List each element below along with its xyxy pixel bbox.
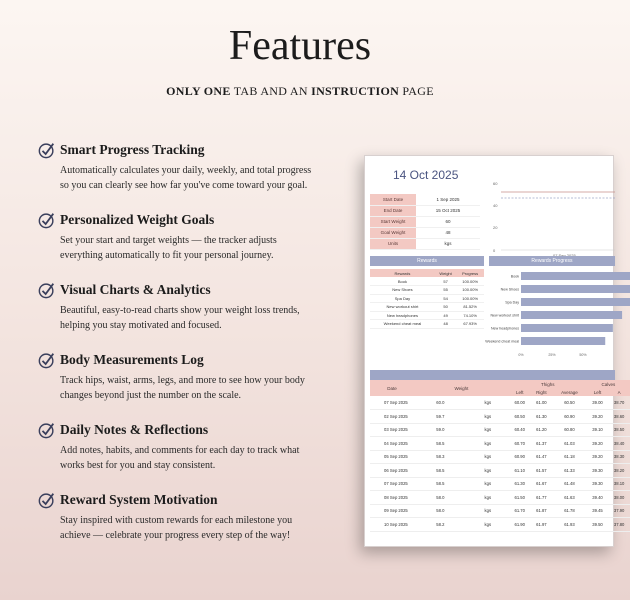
calf-left[interactable]: 39.40 xyxy=(587,491,609,505)
thigh-left[interactable]: 60.90 xyxy=(509,450,531,464)
bar-label: Spa Day xyxy=(505,300,519,305)
column-header: A xyxy=(608,388,630,396)
log-unit[interactable]: kgs xyxy=(467,504,509,518)
goal-info-table xyxy=(370,194,480,250)
log-date[interactable]: 08 Sep 2025 xyxy=(370,491,414,505)
progress-bar xyxy=(521,337,605,345)
bar-label: Book xyxy=(510,274,519,279)
column-header: Calves xyxy=(587,380,630,388)
thigh-left[interactable]: 60.50 xyxy=(509,410,531,424)
table-row xyxy=(370,518,630,532)
feature-title: Daily Notes & Reflections xyxy=(60,422,209,437)
y-tick-label: 40 xyxy=(493,203,498,208)
table-row xyxy=(370,294,484,303)
page-subtitle xyxy=(0,84,600,99)
y-tick-label: 60 xyxy=(493,181,498,186)
column-header: Left xyxy=(587,388,609,396)
feature-title: Personalized Weight Goals xyxy=(60,212,215,227)
calf-right[interactable]: 37.90 xyxy=(608,504,630,518)
info-key: Start Weight xyxy=(370,216,416,227)
subtitle-text-page: PAGE xyxy=(399,84,434,98)
x-tick-label: 50% xyxy=(579,353,587,357)
thigh-average[interactable]: 61.18 xyxy=(552,450,586,464)
bar-label: New Shoes xyxy=(500,287,519,292)
check-circle-icon xyxy=(38,281,56,299)
info-key: Units xyxy=(370,238,416,249)
table-row xyxy=(370,303,484,312)
bar-label: New workout shirt xyxy=(490,313,519,318)
log-weight[interactable]: 59.7 xyxy=(414,410,467,424)
log-weight[interactable]: 58.2 xyxy=(414,518,467,532)
reward-name[interactable]: New headphones xyxy=(370,311,435,320)
thigh-average[interactable]: 60.50 xyxy=(552,396,586,410)
calf-left[interactable]: 39.20 xyxy=(587,410,609,424)
column-header: Date xyxy=(370,380,414,396)
calf-right[interactable]: 38.30 xyxy=(608,450,630,464)
log-unit[interactable]: kgs xyxy=(467,477,509,491)
info-key: Start Date xyxy=(370,194,416,205)
log-date[interactable]: 02 Sep 2025 xyxy=(370,410,414,424)
thigh-left[interactable]: 61.70 xyxy=(509,504,531,518)
subtitle-emphasis-instruction: INSTRUCTION xyxy=(311,84,400,98)
check-circle-icon xyxy=(38,211,56,229)
info-value[interactable]: 1 Sep 2025 xyxy=(416,194,480,205)
calf-left[interactable]: 39.30 xyxy=(587,477,609,491)
measurements-log-table xyxy=(370,380,630,532)
table-row xyxy=(370,320,484,329)
thigh-right[interactable]: 61.77 xyxy=(531,491,553,505)
log-unit[interactable]: kgs xyxy=(467,437,509,451)
calf-right[interactable]: 38.40 xyxy=(608,437,630,451)
progress-bar xyxy=(521,285,630,293)
table-row xyxy=(370,277,484,286)
log-unit[interactable]: kgs xyxy=(467,423,509,437)
feature-list xyxy=(38,140,338,560)
reward-weight[interactable]: 57 xyxy=(435,277,456,286)
reward-weight[interactable]: 54 xyxy=(435,294,456,303)
column-header: Weight xyxy=(435,269,456,277)
feature-description: Automatically calculates your daily, weekly, and total progress so you can clearly see how far you've come toward your goal. xyxy=(60,165,312,191)
feature-item xyxy=(38,210,338,280)
rewards-table xyxy=(370,269,484,329)
thigh-left[interactable]: 61.90 xyxy=(509,518,531,532)
measurements-band xyxy=(370,370,615,380)
progress-bar xyxy=(521,311,622,319)
thigh-average[interactable]: 60.80 xyxy=(552,423,586,437)
thigh-right[interactable]: 61.00 xyxy=(531,396,553,410)
feature-title: Smart Progress Tracking xyxy=(60,142,205,157)
info-value[interactable]: 48 xyxy=(416,227,480,238)
thigh-average[interactable]: 61.63 xyxy=(552,491,586,505)
bar-label: Weekend cheat meal xyxy=(485,339,519,344)
thigh-left[interactable]: 61.50 xyxy=(509,491,531,505)
calf-left[interactable]: 39.30 xyxy=(587,464,609,478)
feature-description: Track hips, waist, arms, legs, and more to see how your body changes beyond just the number on the scale. xyxy=(60,375,305,401)
feature-title: Visual Charts & Analytics xyxy=(60,282,211,297)
calf-left[interactable]: 39.50 xyxy=(587,518,609,532)
check-circle-icon xyxy=(38,351,56,369)
log-weight[interactable]: 58.5 xyxy=(414,464,467,478)
log-unit[interactable]: kgs xyxy=(467,410,509,424)
log-unit[interactable]: kgs xyxy=(467,464,509,478)
rewards-progress-header: Rewards Progress xyxy=(489,256,615,266)
calf-right[interactable]: 37.80 xyxy=(608,518,630,532)
feature-title: Reward System Motivation xyxy=(60,492,218,507)
reward-name[interactable]: Book xyxy=(370,277,435,286)
x-tick-label: 25% xyxy=(548,353,556,357)
thigh-average[interactable]: 60.90 xyxy=(552,410,586,424)
spreadsheet-preview xyxy=(364,155,625,547)
reward-weight[interactable]: 50 xyxy=(435,303,456,312)
log-weight[interactable]: 58.5 xyxy=(414,437,467,451)
column-header: Rewards xyxy=(370,269,435,277)
log-weight[interactable]: 58.0 xyxy=(414,504,467,518)
log-date[interactable]: 05 Sep 2025 xyxy=(370,450,414,464)
thigh-average[interactable]: 61.48 xyxy=(552,477,586,491)
reward-name[interactable]: Spa Day xyxy=(370,294,435,303)
calf-left[interactable]: 39.00 xyxy=(587,396,609,410)
table-row xyxy=(370,477,630,491)
thigh-average[interactable]: 61.78 xyxy=(552,504,586,518)
table-row xyxy=(370,491,630,505)
thigh-average[interactable]: 61.33 xyxy=(552,464,586,478)
thigh-left[interactable]: 60.40 xyxy=(509,423,531,437)
progress-bar xyxy=(521,298,630,306)
thigh-left[interactable]: 61.10 xyxy=(509,464,531,478)
thigh-right[interactable]: 61.20 xyxy=(531,423,553,437)
column-header: Progress xyxy=(456,269,484,277)
reward-name[interactable]: New workout shirt xyxy=(370,303,435,312)
log-weight[interactable]: 58.3 xyxy=(414,450,467,464)
x-tick-label: 0% xyxy=(518,353,524,357)
reward-weight[interactable]: 48 xyxy=(435,320,456,329)
thigh-right[interactable]: 61.47 xyxy=(531,450,553,464)
calf-left[interactable]: 39.10 xyxy=(587,423,609,437)
current-date: 14 Oct 2025 xyxy=(393,168,459,182)
bar-label: New headphones xyxy=(491,326,519,331)
progress-bar xyxy=(521,324,613,332)
thigh-left[interactable]: 61.30 xyxy=(509,477,531,491)
table-row xyxy=(370,396,630,410)
subtitle-emphasis-one: ONLY ONE xyxy=(166,84,231,98)
table-row xyxy=(370,464,630,478)
column-header: Right xyxy=(531,388,553,396)
feature-description: Stay inspired with custom rewards for each milestone you achieve — celebrate your progress every step of the way! xyxy=(60,515,293,541)
table-row xyxy=(370,504,630,518)
column-header: Weight xyxy=(414,380,509,396)
check-circle-icon xyxy=(38,141,56,159)
reward-name[interactable]: Weekend cheat meal xyxy=(370,320,435,329)
log-date[interactable]: 04 Sep 2025 xyxy=(370,437,414,451)
feature-item xyxy=(38,490,338,560)
thigh-average[interactable]: 61.93 xyxy=(552,518,586,532)
info-value[interactable]: 60 xyxy=(416,216,480,227)
log-date[interactable]: 06 Sep 2025 xyxy=(370,464,414,478)
feature-item xyxy=(38,280,338,350)
log-date[interactable]: 03 Sep 2025 xyxy=(370,423,414,437)
feature-description: Set your start and target weights — the tracker adjusts everything automatically to fit your personal journey. xyxy=(60,235,277,261)
log-date[interactable]: 07 Sep 2025 xyxy=(370,396,414,410)
log-weight[interactable]: 58.5 xyxy=(414,477,467,491)
progress-bar xyxy=(521,272,630,280)
table-row xyxy=(370,311,484,320)
reward-progress: 81.52% xyxy=(456,303,484,312)
reward-name[interactable]: New Shoes xyxy=(370,286,435,295)
log-date[interactable]: 09 Sep 2025 xyxy=(370,504,414,518)
thigh-left[interactable]: 60.70 xyxy=(509,437,531,451)
info-key: Goal Weight xyxy=(370,227,416,238)
calf-right[interactable]: 38.50 xyxy=(608,423,630,437)
check-circle-icon xyxy=(38,491,56,509)
calf-left[interactable]: 39.20 xyxy=(587,450,609,464)
feature-item xyxy=(38,350,338,420)
rewards-progress-chart xyxy=(485,268,615,364)
log-unit[interactable]: kgs xyxy=(467,396,509,410)
reward-progress: 100.00% xyxy=(456,286,484,295)
thigh-average[interactable]: 61.03 xyxy=(552,437,586,451)
calf-right[interactable]: 38.60 xyxy=(608,410,630,424)
calf-right[interactable]: 38.00 xyxy=(608,491,630,505)
y-tick-label: 0 xyxy=(493,248,496,253)
thigh-right[interactable]: 61.57 xyxy=(531,464,553,478)
thigh-right[interactable]: 61.37 xyxy=(531,437,553,451)
thigh-right[interactable]: 61.30 xyxy=(531,410,553,424)
rewards-header: Rewards xyxy=(370,256,484,266)
feature-item xyxy=(38,140,338,210)
log-unit[interactable]: kgs xyxy=(467,450,509,464)
log-weight[interactable]: 58.0 xyxy=(414,491,467,505)
reward-progress: 100.00% xyxy=(456,277,484,286)
info-key: End Date xyxy=(370,205,416,216)
log-date[interactable]: 10 Sep 2025 xyxy=(370,518,414,532)
thigh-right[interactable]: 61.67 xyxy=(531,477,553,491)
reward-progress: 74.10% xyxy=(456,311,484,320)
table-row xyxy=(370,423,630,437)
reward-weight[interactable]: 55 xyxy=(435,286,456,295)
reward-progress: 67.93% xyxy=(456,320,484,329)
table-row xyxy=(370,450,630,464)
reward-weight[interactable]: 49 xyxy=(435,311,456,320)
thigh-left[interactable]: 60.00 xyxy=(509,396,531,410)
reward-progress: 100.00% xyxy=(456,294,484,303)
thigh-right[interactable]: 61.87 xyxy=(531,504,553,518)
calf-right[interactable]: 38.70 xyxy=(608,396,630,410)
feature-description: Add notes, habits, and comments for each day to track what works best for you and stay consistent. xyxy=(60,445,300,471)
table-row xyxy=(370,437,630,451)
table-row xyxy=(370,286,484,295)
subtitle-text: TAB AND AN xyxy=(230,84,312,98)
y-tick-label: 20 xyxy=(493,225,498,230)
calf-right[interactable]: 38.10 xyxy=(608,477,630,491)
log-date[interactable]: 07 Sep 2025 xyxy=(370,477,414,491)
calf-right[interactable]: 38.20 xyxy=(608,464,630,478)
thigh-right[interactable]: 61.97 xyxy=(531,518,553,532)
log-weight[interactable]: 59.0 xyxy=(414,423,467,437)
feature-item xyxy=(38,420,338,490)
calf-left[interactable]: 39.45 xyxy=(587,504,609,518)
column-header: Average xyxy=(552,388,586,396)
log-unit[interactable]: kgs xyxy=(467,491,509,505)
info-value[interactable]: 15 Oct 2025 xyxy=(416,205,480,216)
feature-description: Beautiful, easy-to-read charts show your weight loss trends, helping you stay motivated and focused. xyxy=(60,305,300,331)
log-unit[interactable]: kgs xyxy=(467,518,509,532)
column-header: Left xyxy=(509,388,531,396)
check-circle-icon xyxy=(38,421,56,439)
column-header: Thighs xyxy=(509,380,587,388)
calf-left[interactable]: 39.20 xyxy=(587,437,609,451)
info-value[interactable]: kgs xyxy=(416,238,480,249)
weight-trend-chart xyxy=(491,172,615,262)
table-row xyxy=(370,410,630,424)
page-title: Features xyxy=(228,23,372,69)
log-weight[interactable]: 60.0 xyxy=(414,396,467,410)
feature-title: Body Measurements Log xyxy=(60,352,204,367)
